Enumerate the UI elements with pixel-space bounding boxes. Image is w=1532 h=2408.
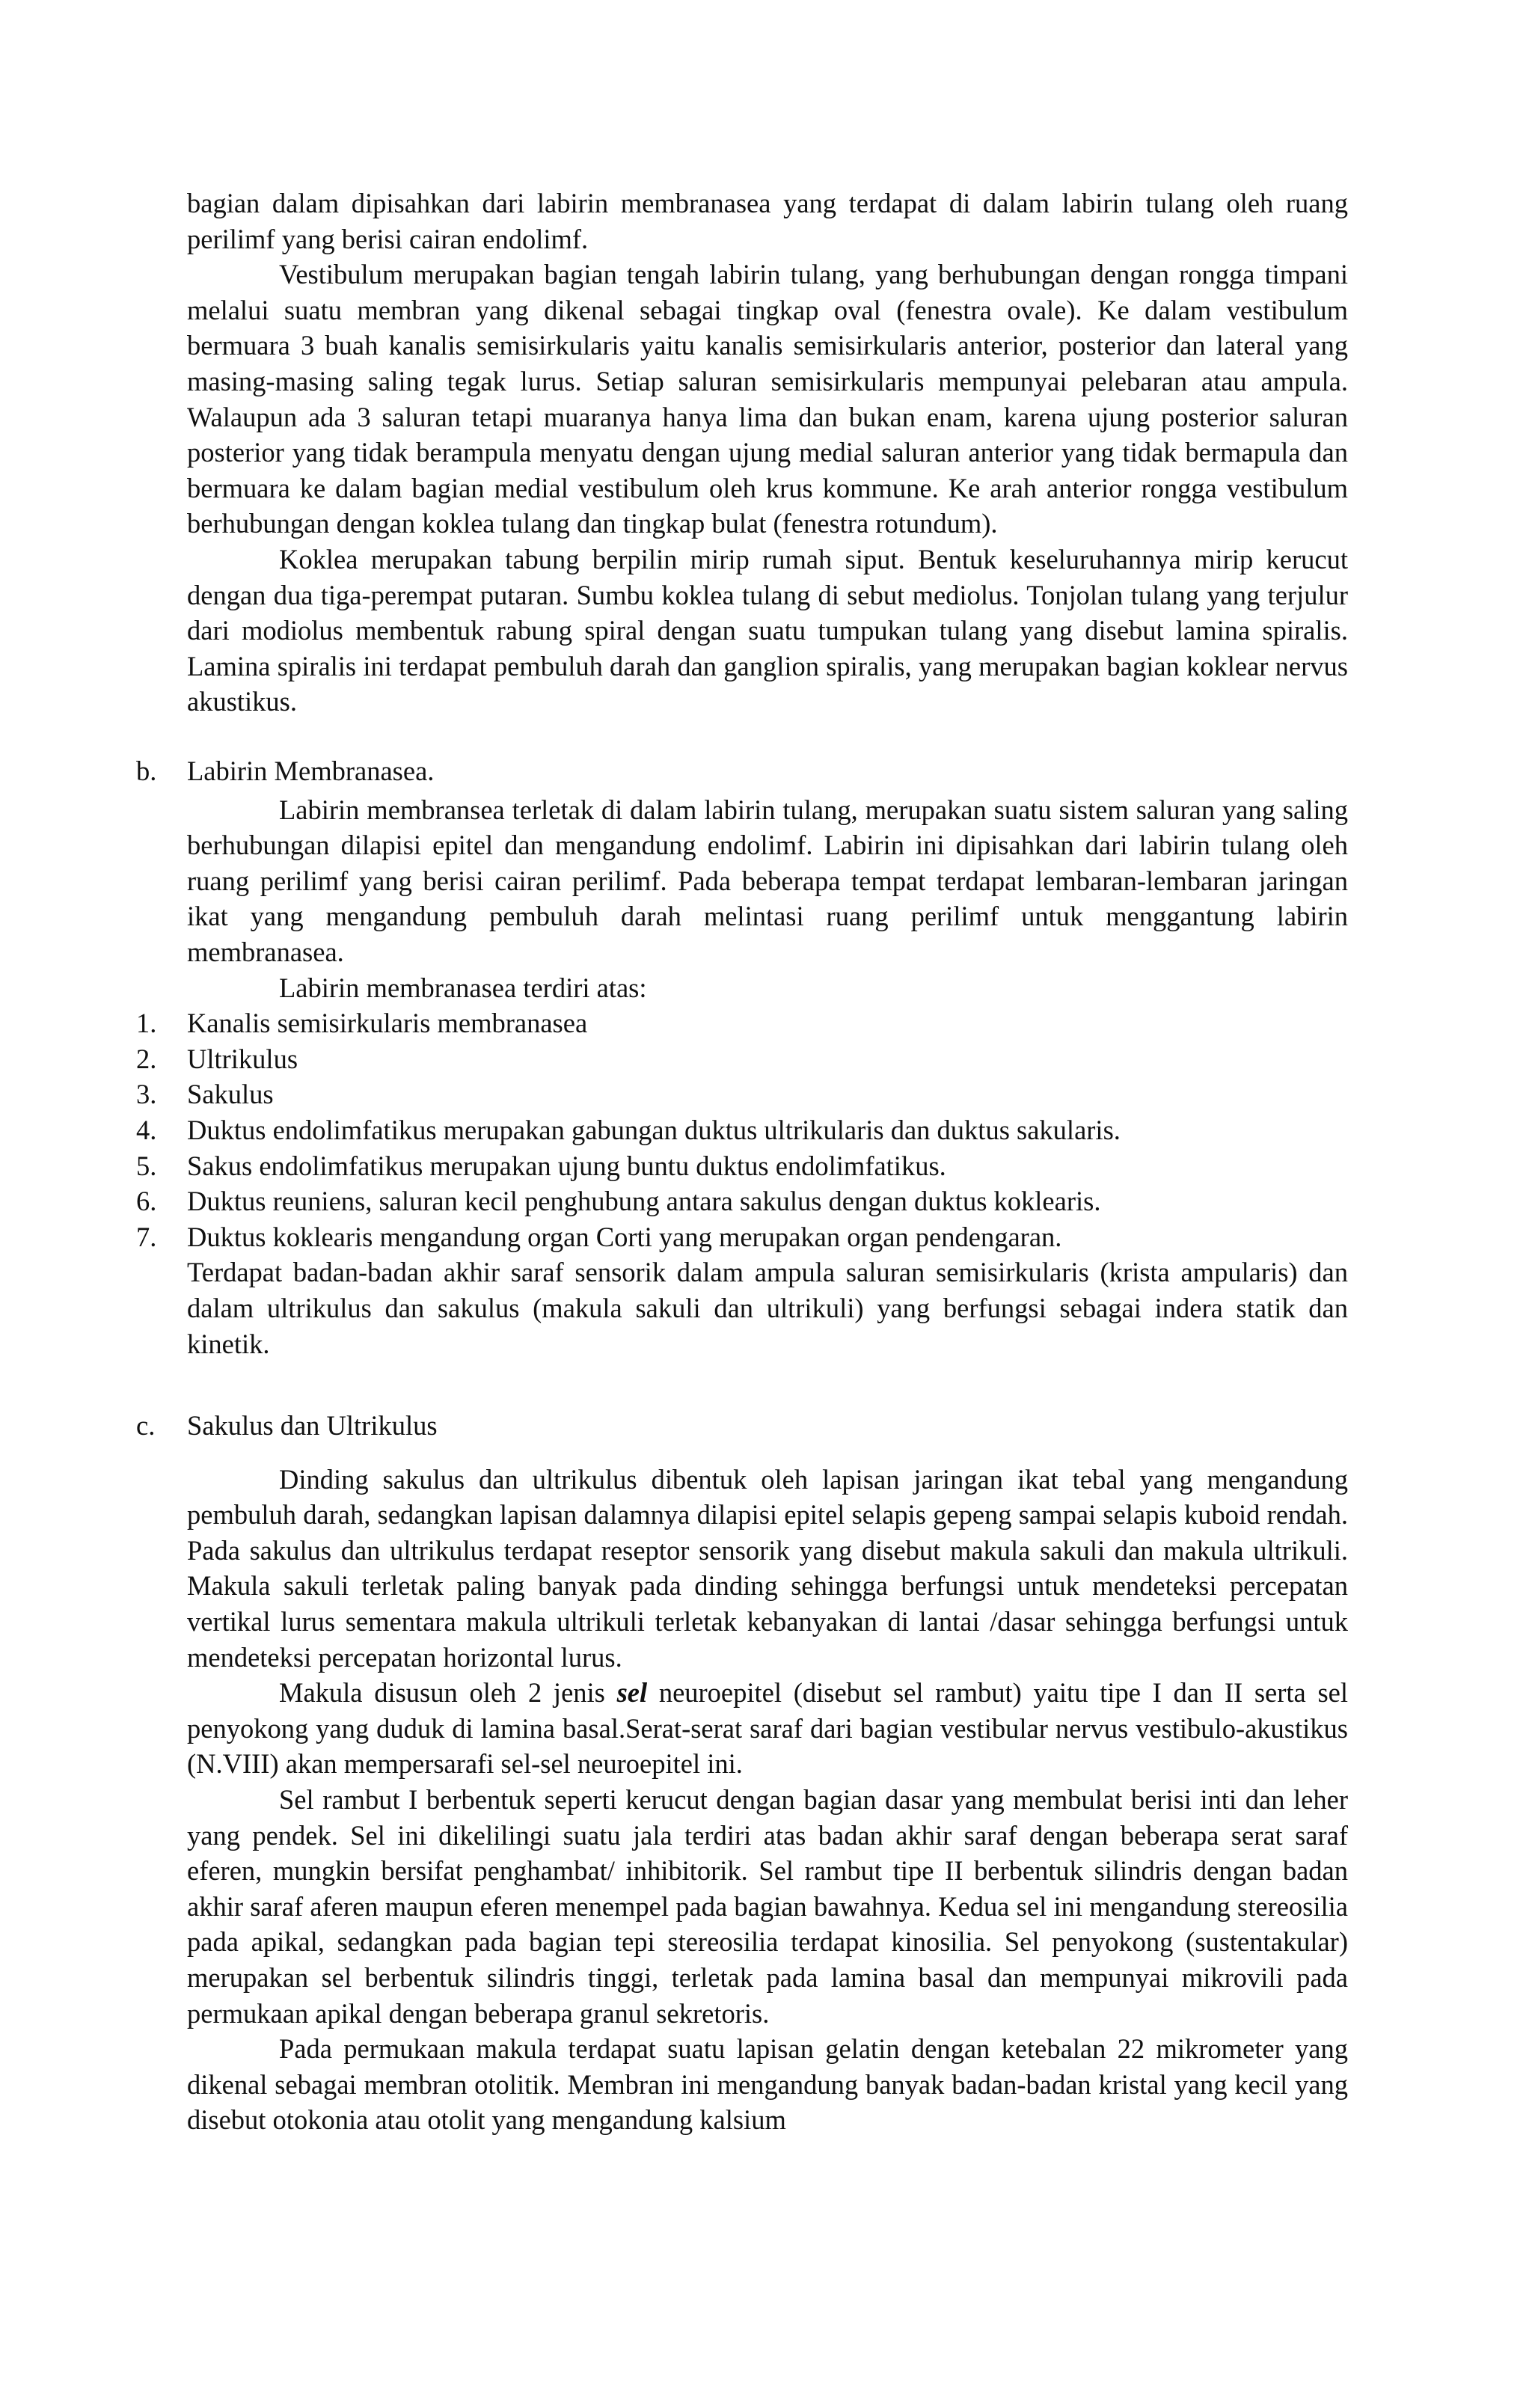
paragraph-badan-akhir-saraf: Terdapat badan-badan akhir saraf sensorik dalam ampula saluran semisirkularis (krista ampularis) dan dalam ultrikulus dan sakulus (makula sakuli dan ultrikuli) yang berfungsi sebagai indera statik dan kinetik. [187, 1257, 1348, 1359]
section-title: Sakulus dan Ultrikulus [187, 1410, 438, 1441]
section-heading-c [136, 1408, 1348, 1444]
paragraph-dinding-sakulus: Dinding sakulus dan ultrikulus dibentuk oleh lapisan jaringan ikat tebal yang mengandung pembuluh darah, sedangkan lapisan dalamnya dilapisi epitel selapis gepeng sampai selapis kuboid rendah. Pada sakulus dan ultrikulus terdapat reseptor sensorik yang disebut makula sakuli dan makula ultrikuli. Makula sakuli terletak paling banyak pada dinding sehingga berfungsi untuk mendeteksi percepatan vertikal lurus sementara makula ultrikuli terletak kebanyakan di lantai /dasar sehingga berfungsi untuk mendeteksi percepatan horizontal lurus. [187, 1463, 1348, 1673]
list-item: 2. Ultrikulus [136, 1043, 298, 1074]
section-marker: b. [136, 756, 157, 786]
list-item: 1. Kanalis semisirkularis membranasea [136, 1008, 588, 1039]
list-item: 7. Duktus koklearis mengandung organ Corti yang merupakan organ pendengaran. [136, 1221, 1062, 1252]
paragraph-membran-otolitik: Pada permukaan makula terdapat suatu lapisan gelatin dengan ketebalan 22 mikrometer yang dikenal sebagai membran otolitik. Membran ini mengandung banyak badan-badan kristal yang kecil yang disebut otokonia atau otolit yang mengandung kalsium [187, 2033, 1348, 2136]
paragraph-vestibulum: Vestibulum merupakan bagian tengah labirin tulang, yang berhubungan dengan rongga timpani melalui suatu membran yang dikenal sebagai tingkap oval (fenestra ovale). Ke dalam vestibulum bermuara 3 buah kanalis semisirkularis yaitu kanalis semisirkularis anterior, posterior dan lateral yang masing-masing saling tegak lurus. Setiap saluran semisirkularis mempunyai pelebaran atau ampula. Walaupun ada 3 saluran tetapi muaranya hanya lima dan bukan enam, karena ujung posterior saluran posterior yang tidak berampula menyatu dengan ujung medial saluran anterior yang tidak bermapula dan bermuara ke dalam bagian medial vestibulum oleh krus kommune. Ke arah anterior rongga vestibulum berhubungan dengan koklea tulang dan tingkap bulat (fenestra rotundum). [187, 259, 1348, 539]
paragraph-sel-rambut: Sel rambut I berbentuk seperti kerucut dengan bagian dasar yang membulat berisi inti dan leher yang pendek. Sel ini dikelilingi suatu jala terdiri atas badan akhir saraf dengan beberapa serat saraf eferen, mungkin bersifat penghambat/ inhibitorik. Sel rambut tipe II berbentuk silindris dengan badan akhir saraf aferen maupun eferen menempel pada bagian bawahnya. Kedua sel ini mengandung stereosilia pada apikal, sedangkan pada bagian tepi stereosilia terdapat kinosilia. Sel penyokong (sustentakular) merupakan sel berbentuk silindris tinggi, terletak pada lamina basal dan mempunyai mikrovili pada permukaan apikal dengan beberapa granul sekretoris. [187, 1783, 1348, 2029]
emphasized-word: sel [616, 1677, 648, 1709]
section-marker: c. [136, 1410, 156, 1441]
paragraph-makula: Makula disusun oleh 2 jenis sel neuroepitel (disebut sel rambut) yaitu tipe I dan II serta sel penyokong yang duduk di lamina basal.Serat-serat saraf dari bagian vestibular nervus vestibulo-akustikus (N.VIII) akan mempersarafi sel-sel neuroepitel ini. [187, 1677, 1348, 1780]
component-list [136, 1005, 1348, 1254]
paragraph-labirin-membranasea: Labirin membransea terletak di dalam labirin tulang, merupakan suatu sistem saluran yang saling berhubungan dilapisi epitel dan mengandung endolimf. Labirin ini dipisahkan dari labirin tulang oleh ruang perilimf yang berisi cairan perilimf. Pada beberapa tempat terdapat lembaran-lembaran jaringan ikat yang mengandung pembuluh darah melintasi ruang perilimf untuk menggantung labirin membranasea. [187, 794, 1348, 967]
section-title: Labirin Membranasea. [187, 756, 435, 786]
list-item: 3. Sakulus [136, 1079, 274, 1110]
list-item: 5. Sakus endolimfatikus merupakan ujung buntu duktus endolimfatikus. [136, 1150, 946, 1181]
list-item: 4. Duktus endolimfatikus merupakan gabungan duktus ultrikularis dan duktus sakularis. [136, 1114, 1121, 1145]
section-sakulus-ultrikulus [136, 1408, 1348, 2138]
paragraph-koklea: Koklea merupakan tabung berpilin mirip rumah siput. Bentuk keseluruhannya mirip kerucut dengan dua tiga-perempat putaran. Sumbu koklea tulang di sebut mediolus. Tonjolan tulang yang terjulur dari modiolus membentuk rabung spiral dengan suatu tumpukan tulang yang disebut lamina spiralis. Lamina spiralis ini terdapat pembuluh darah dan ganglion spiralis, yang merupakan bagian koklear nervus akustikus. [187, 543, 1348, 717]
section-labirin-membranasea [136, 753, 1348, 1361]
list-intro: Labirin membranasea terdiri atas: [279, 972, 647, 1003]
text-block-a [187, 186, 1348, 720]
list-item: 6. Duktus reuniens, saluran kecil penghubung antara sakulus dengan duktus koklearis. [136, 1186, 1101, 1217]
paragraph-labirin-tulang-end: bagian dalam dipisahkan dari labirin membranasea yang terdapat di dalam labirin tulang oleh ruang perilimf yang berisi cairan endolimf. [187, 188, 1348, 254]
section-heading-b [136, 753, 1348, 789]
